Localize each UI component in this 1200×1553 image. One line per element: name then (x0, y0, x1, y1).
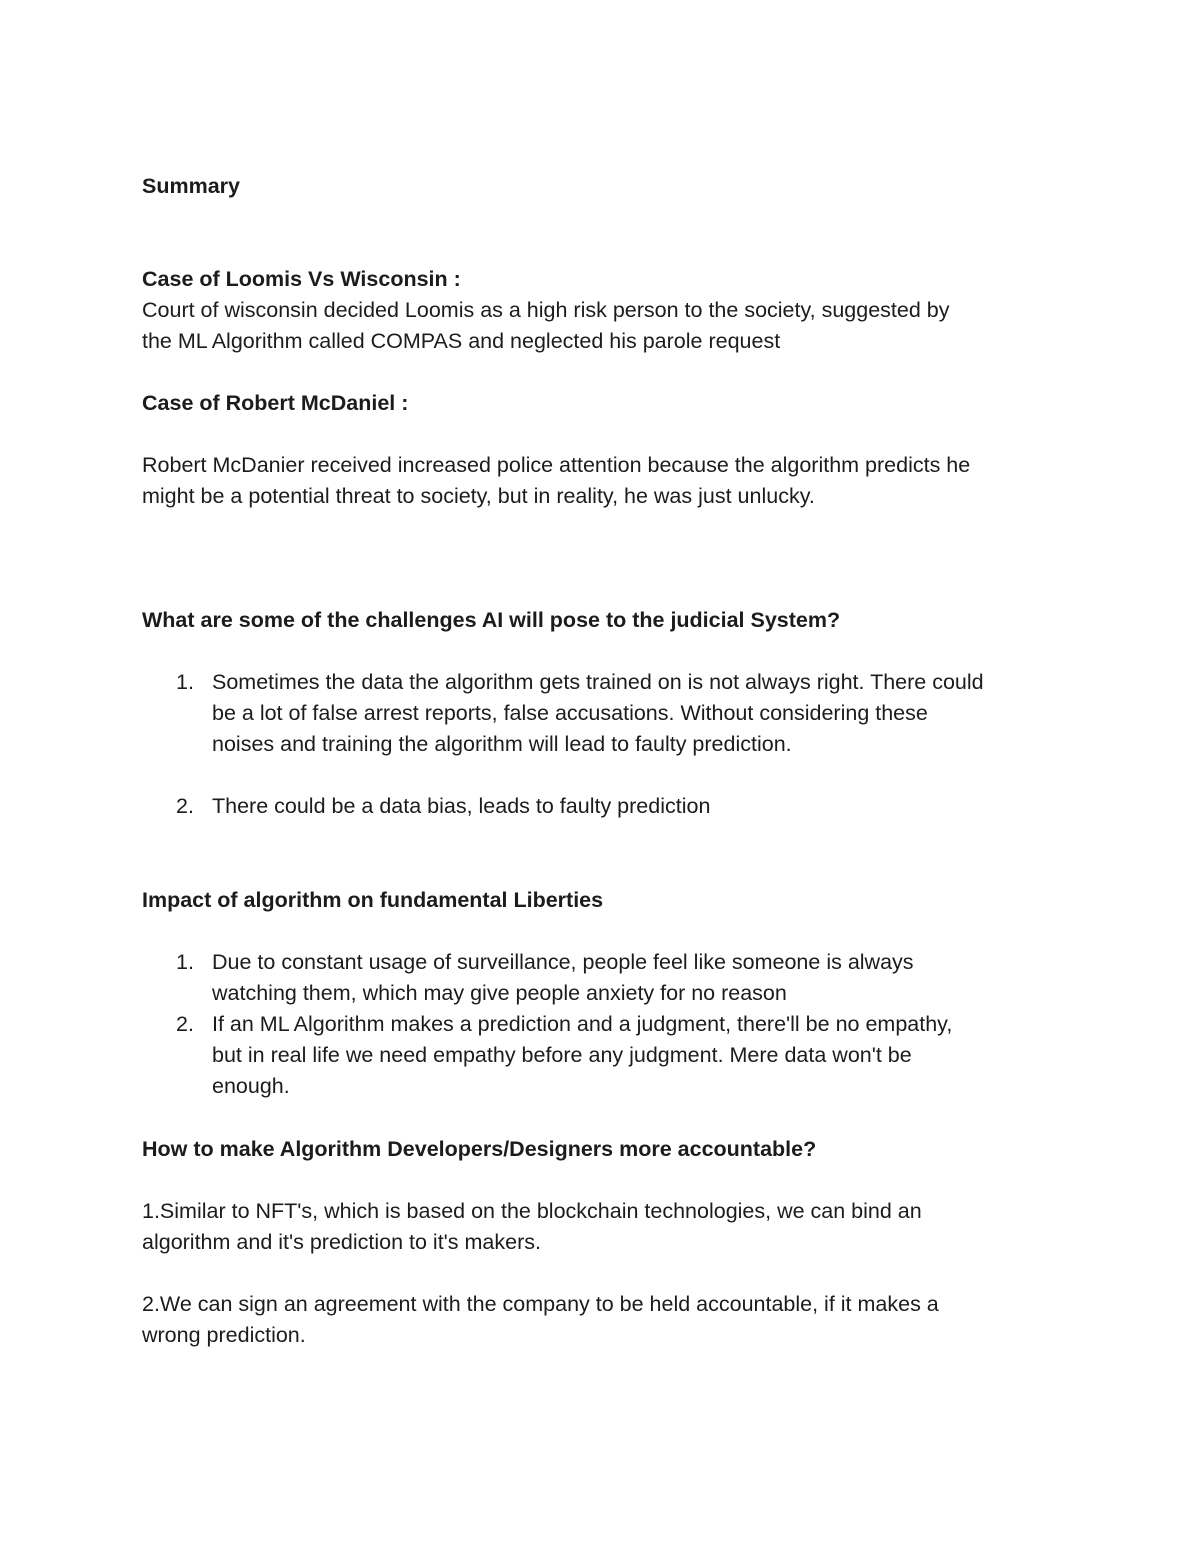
text-line: but in real life we need empathy before any judgment. Mere data won't be (212, 1043, 912, 1067)
liberties-list (142, 947, 1072, 1102)
text-line: algorithm and it's prediction to it's makers. (142, 1230, 541, 1254)
list-number: 2. (176, 1012, 194, 1036)
text-line: be a lot of false arrest reports, false accusations. Without considering these (212, 701, 928, 725)
summary-heading: Summary (142, 174, 240, 198)
accountable-heading: How to make Algorithm Developers/Designers more accountable? (142, 1137, 817, 1161)
mcdaniel-paragraph (142, 450, 1072, 512)
list-number: 1. (176, 670, 194, 694)
text-line: the ML Algorithm called COMPAS and neglected his parole request (142, 329, 781, 353)
list-item (142, 667, 1072, 760)
list-item (142, 791, 1072, 822)
accountable-point-1 (142, 1196, 1072, 1258)
text-line: noises and training the algorithm will lead to faulty prediction. (212, 732, 792, 756)
accountable-point-2 (142, 1289, 1072, 1351)
text-line: wrong prediction. (142, 1323, 306, 1347)
loomis-paragraph (142, 295, 1072, 357)
text-line: 2.We can sign an agreement with the company to be held accountable, if it makes a (142, 1292, 939, 1316)
challenges-heading: What are some of the challenges AI will pose to the judicial System? (142, 608, 841, 632)
list-item (142, 947, 1072, 1009)
text-line: enough. (212, 1074, 290, 1098)
challenges-list (142, 667, 1072, 822)
liberties-heading: Impact of algorithm on fundamental Liberties (142, 888, 604, 912)
list-item (142, 1009, 1072, 1102)
text-line: Court of wisconsin decided Loomis as a high risk person to the society, suggested by (142, 298, 950, 322)
list-number: 2. (176, 794, 194, 818)
text-line: If an ML Algorithm makes a prediction and a judgment, there'll be no empathy, (212, 1012, 953, 1036)
list-number: 1. (176, 950, 194, 974)
text-line: There could be a data bias, leads to faulty prediction (212, 794, 711, 818)
text-line: watching them, which may give people anxiety for no reason (212, 981, 787, 1005)
text-line: Sometimes the data the algorithm gets trained on is not always right. There could (212, 670, 984, 694)
text-line: 1.Similar to NFT's, which is based on the blockchain technologies, we can bind an (142, 1199, 922, 1223)
text-line: Robert McDanier received increased police attention because the algorithm predicts he (142, 453, 971, 477)
loomis-heading: Case of Loomis Vs Wisconsin : (142, 267, 461, 291)
text-line: might be a potential threat to society, but in reality, he was just unlucky. (142, 484, 815, 508)
mcdaniel-heading: Case of Robert McDaniel : (142, 391, 409, 415)
text-line: Due to constant usage of surveillance, people feel like someone is always (212, 950, 914, 974)
